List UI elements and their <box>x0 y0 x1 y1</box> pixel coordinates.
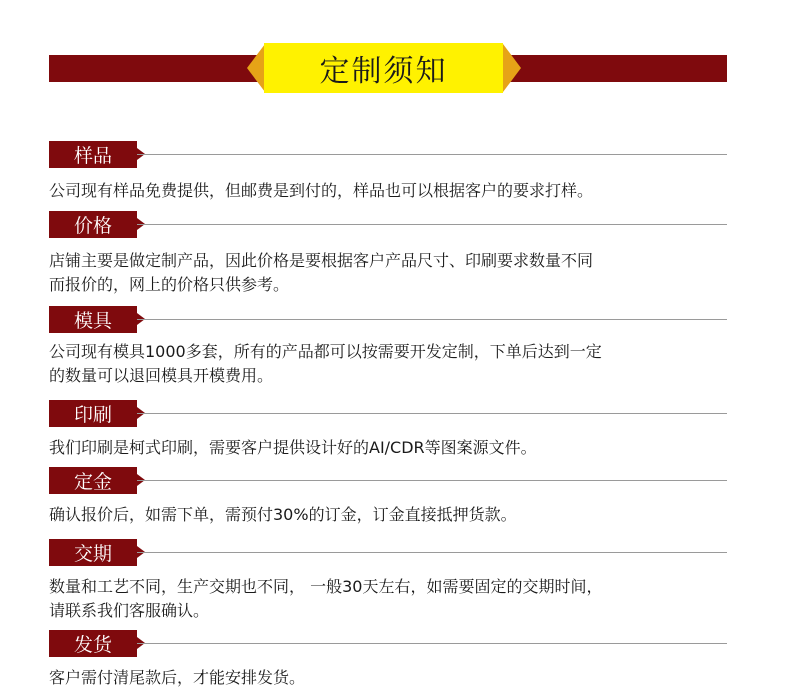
section-label: 定金 <box>49 467 137 494</box>
section-divider <box>137 154 727 155</box>
section-text: 店铺主要是做定制产品，因此价格是要根据客户产品尺寸、印刷要求数量不同 而报价的，网上的价格只供参考。 <box>49 251 594 294</box>
section-text: 公司现有模具1000多套，所有的产品都可以按需要开发定制，下单后达到一定 的数量可以退回模具开模费用。 <box>49 342 602 385</box>
section-divider <box>137 552 727 553</box>
section-label: 印刷 <box>49 400 137 427</box>
section-label: 样品 <box>49 141 137 168</box>
section-text: 客户需付清尾款后，才能安排发货。 <box>49 668 306 687</box>
section-divider <box>137 643 727 644</box>
section-text: 公司现有样品免费提供，但邮费是到付的，样品也可以根据客户的要求打样。 <box>49 181 594 200</box>
section-label: 交期 <box>49 539 137 566</box>
section-divider <box>137 480 727 481</box>
section-divider <box>137 413 727 414</box>
section-text: 确认报价后，如需下单，需预付30%的订金，订金直接抵押货款。 <box>49 505 517 524</box>
section-divider <box>137 224 727 225</box>
banner-wing-left <box>247 44 265 92</box>
section-text: 我们印刷是柯式印刷，需要客户提供设计好的AI/CDR等图案源文件。 <box>49 438 537 457</box>
banner-wing-right <box>503 44 521 92</box>
banner-title: 定制须知 <box>264 43 503 93</box>
section-label: 模具 <box>49 306 137 333</box>
section-label: 价格 <box>49 211 137 238</box>
section-divider <box>137 319 727 320</box>
section-label: 发货 <box>49 630 137 657</box>
section-text: 数量和工艺不同，生产交期也不同， 一般30天左右，如需要固定的交期时间， 请联系我们客服确认。 <box>49 577 603 620</box>
